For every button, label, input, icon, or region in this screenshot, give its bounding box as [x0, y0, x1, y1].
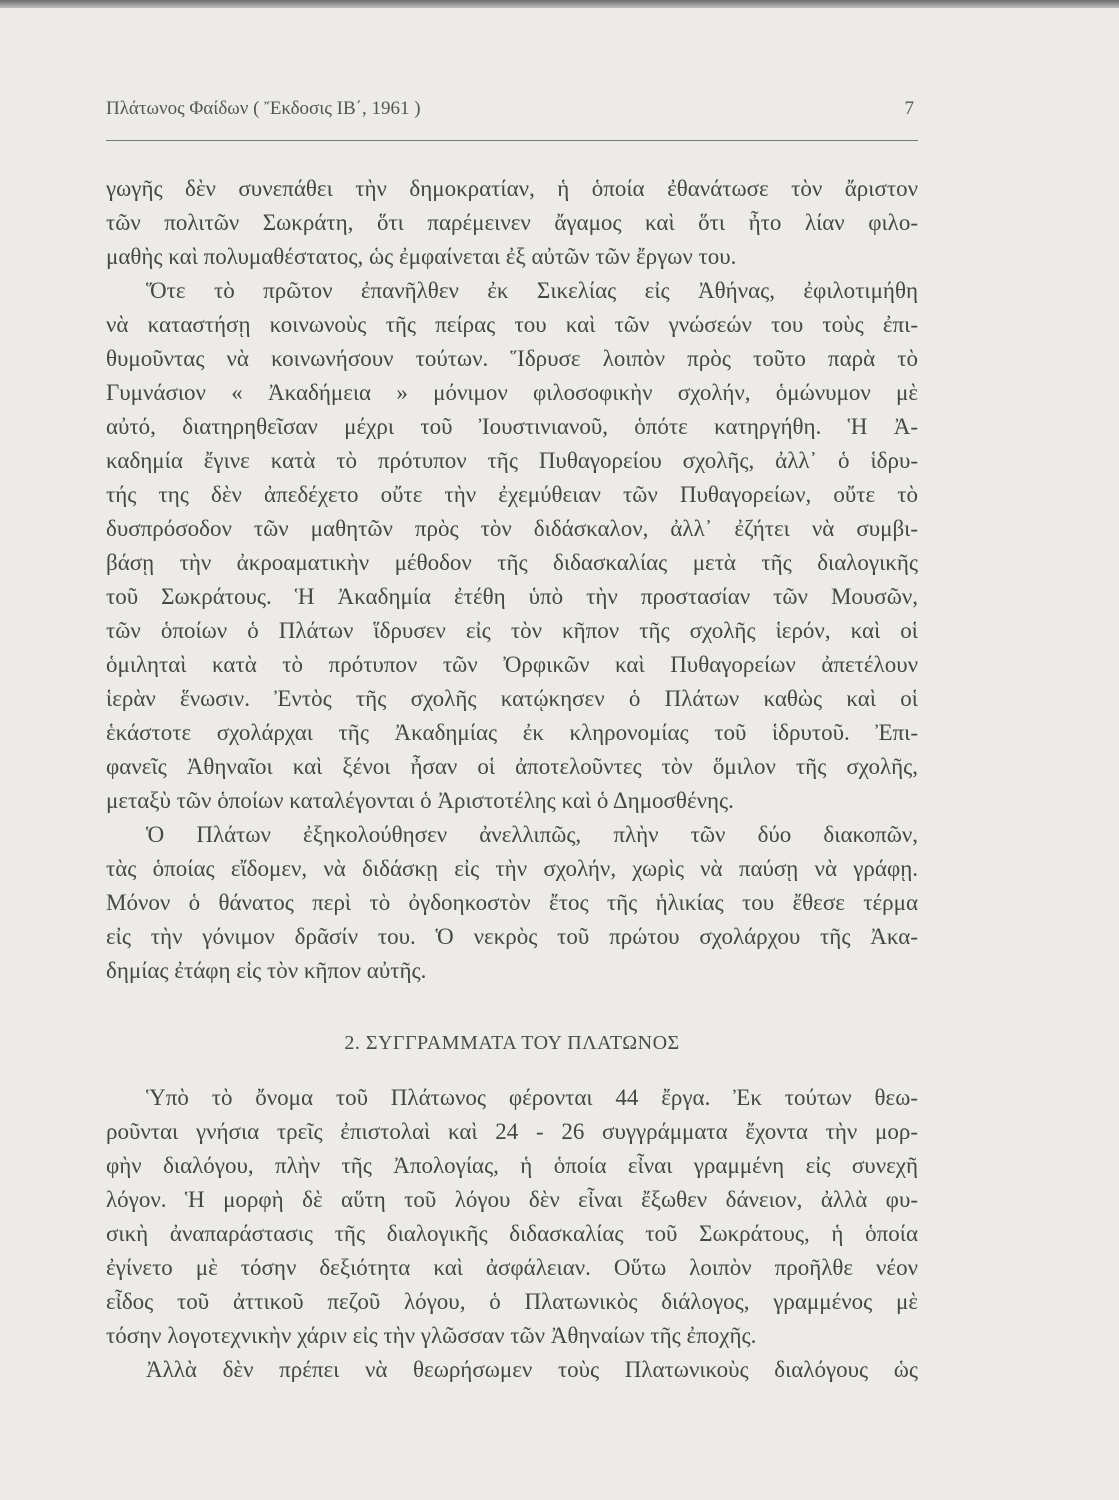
text-line: λόγον. Ἡ μορφὴ δὲ αὕτη τοῦ λόγου δὲν εἶναι ἔξωθεν δάνειον, ἀλλὰ φυ- [106, 1187, 918, 1212]
section-1-body [106, 172, 918, 988]
text-line: γωγῆς δὲν συνεπάθει τὴν δημοκρατίαν, ἡ ὁποία ἐθανάτωσε τὸν ἄριστον [106, 176, 918, 201]
header-rule [106, 140, 918, 141]
text-line: ἐγίνετο μὲ τόσην δεξιότητα καὶ ἀσφάλειαν. Οὕτω λοιπὸν προῆλθε νέον [106, 1255, 918, 1280]
text-line: εἶδος τοῦ ἀττικοῦ πεζοῦ λόγου, ὁ Πλατωνικὸς διάλογος, γραμμένος μὲ [106, 1289, 918, 1314]
page-number: 7 [904, 98, 914, 119]
text-line: ὁμιληταὶ κατὰ τὸ πρότυπον τῶν Ὀρφικῶν καὶ Πυθαγορείων ἀπετέλουν [106, 652, 918, 677]
text-line: τοῦ Σωκράτους. Ἡ Ἀκαδημία ἐτέθη ὑπὸ τὴν προστασίαν τῶν Μουσῶν, [106, 584, 918, 609]
text-line: τὰς ὁποίας εἴδομεν, νὰ διδάσκῃ εἰς τὴν σχολήν, χωρὶς νὰ παύσῃ νὰ γράφῃ. [106, 856, 918, 881]
text-line: Ὑπὸ τὸ ὄνομα τοῦ Πλάτωνος φέρονται 44 ἔργα. Ἐκ τούτων θεω- [146, 1085, 918, 1110]
paragraph [106, 818, 918, 988]
paragraph [106, 172, 918, 274]
text-line: Μόνον ὁ θάνατος περὶ τὸ ὀγδοηκοστὸν ἔτος τῆς ἡλικίας του ἔθεσε τέρμα [106, 890, 918, 915]
text-line: Ἀλλὰ δὲν πρέπει νὰ θεωρήσωμεν τοὺς Πλατωνικοὺς διαλόγους ὡς [146, 1357, 918, 1382]
text-line: καδημία ἔγινε κατὰ τὸ πρότυπον τῆς Πυθαγορείου σχολῆς, ἀλλ᾿ ὁ ἱδρυ- [106, 448, 918, 473]
paragraph [106, 274, 918, 818]
scan-edge [0, 0, 1119, 8]
text-line: εἰς τὴν γόνιμον δρᾶσίν του. Ὁ νεκρὸς τοῦ πρώτου σχολάρχου τῆς Ἀκα- [106, 924, 918, 949]
text-line: Γυμνάσιον « Ἀκαδήμεια » μόνιμον φιλοσοφικὴν σχολήν, ὁμώνυμον μὲ [106, 380, 918, 405]
paragraph [106, 1081, 918, 1353]
text-line: ροῦνται γνήσια τρεῖς ἐπιστολαὶ καὶ 24 - 26 συγγράμματα ἔχοντα τὴν μορ- [106, 1119, 918, 1144]
text-line: τῶν ὁποίων ὁ Πλάτων ἵδρυσεν εἰς τὸν κῆπον τῆς σχολῆς ἱερόν, καὶ οἱ [106, 618, 918, 643]
header-title: Πλάτωνος Φαίδων ( Ἔκδοσις ΙΒ΄, 1961 ) [106, 98, 421, 119]
text-line: Ὁ Πλάτων ἐξηκολούθησεν ἀνελλιπῶς, πλὴν τῶν δύο διακοπῶν, [146, 822, 918, 847]
text-line: τῶν πολιτῶν Σωκράτη, ὅτι παρέμεινεν ἄγαμος καὶ ὅτι ἦτο λίαν φιλο- [106, 210, 918, 235]
section-2-body [106, 1081, 918, 1387]
text-line: βάσῃ τὴν ἀκροαματικὴν μέθοδον τῆς διδασκαλίας μετὰ τῆς διαλογικῆς [106, 550, 918, 575]
text-line: φὴν διαλόγου, πλὴν τῆς Ἀπολογίας, ἡ ὁποία εἶναι γραμμένη εἰς συνεχῆ [106, 1153, 918, 1178]
text-line: μαθὴς καὶ πολυμαθέστατος, ὡς ἐμφαίνεται ἐξ αὐτῶν τῶν ἔργων του. [106, 244, 737, 269]
text-line: τόσην λογοτεχνικὴν χάριν εἰς τὴν γλῶσσαν τῶν Ἀθηναίων τῆς ἐποχῆς. [106, 1323, 757, 1348]
paragraph [106, 1353, 918, 1387]
section-heading: 2. ΣΥΓΓΡΑΜΜΑΤΑ ΤΟΥ ΠΛΑΤΩΝΟΣ [344, 1032, 680, 1054]
text-line: νὰ καταστήσῃ κοινωνοὺς τῆς πείρας του καὶ τῶν γνώσεών του τοὺς ἐπι- [106, 312, 918, 337]
text-line: Ὅτε τὸ πρῶτον ἐπανῆλθεν ἐκ Σικελίας εἰς Ἀθήνας, ἐφιλοτιμήθη [146, 278, 918, 303]
text-line: ἱερὰν ἕνωσιν. Ἐντὸς τῆς σχολῆς κατῴκησεν ὁ Πλάτων καθὼς καὶ οἱ [106, 686, 918, 711]
text-line: φανεῖς Ἀθηναῖοι καὶ ξένοι ἦσαν οἱ ἀποτελοῦντες τὸν ὅμιλον τῆς σχολῆς, [106, 754, 918, 779]
text-line: αὐτό, διατηρηθεῖσαν μέχρι τοῦ Ἰουστινιανοῦ, ὁπότε κατηργήθη. Ἡ Ἀ- [106, 414, 918, 439]
text-line: ἑκάστοτε σχολάρχαι τῆς Ἀκαδημίας ἐκ κληρονομίας τοῦ ἱδρυτοῦ. Ἐπι- [106, 720, 918, 745]
text-line: θυμοῦντας νὰ κοινωνήσουν τούτων. Ἵδρυσε λοιπὸν πρὸς τοῦτο παρὰ τὸ [106, 346, 918, 371]
text-line: δημίας ἐτάφη εἰς τὸν κῆπον αὐτῆς. [106, 958, 427, 983]
text-line: σικὴ ἀναπαράστασις τῆς διαλογικῆς διδασκαλίας τοῦ Σωκράτους, ἡ ὁποία [106, 1221, 918, 1246]
text-line: μεταξὺ τῶν ὁποίων καταλέγονται ὁ Ἀριστοτέλης καὶ ὁ Δημοσθένης. [106, 788, 734, 813]
text-line: τής της δὲν ἀπεδέχετο οὔτε τὴν ἐχεμύθειαν τῶν Πυθαγορείων, οὔτε τὸ [106, 482, 918, 507]
running-header [106, 98, 918, 128]
text-line: δυσπρόσοδον τῶν μαθητῶν πρὸς τὸν διδάσκαλον, ἀλλ᾿ ἐζήτει νὰ συμβι- [106, 516, 918, 541]
